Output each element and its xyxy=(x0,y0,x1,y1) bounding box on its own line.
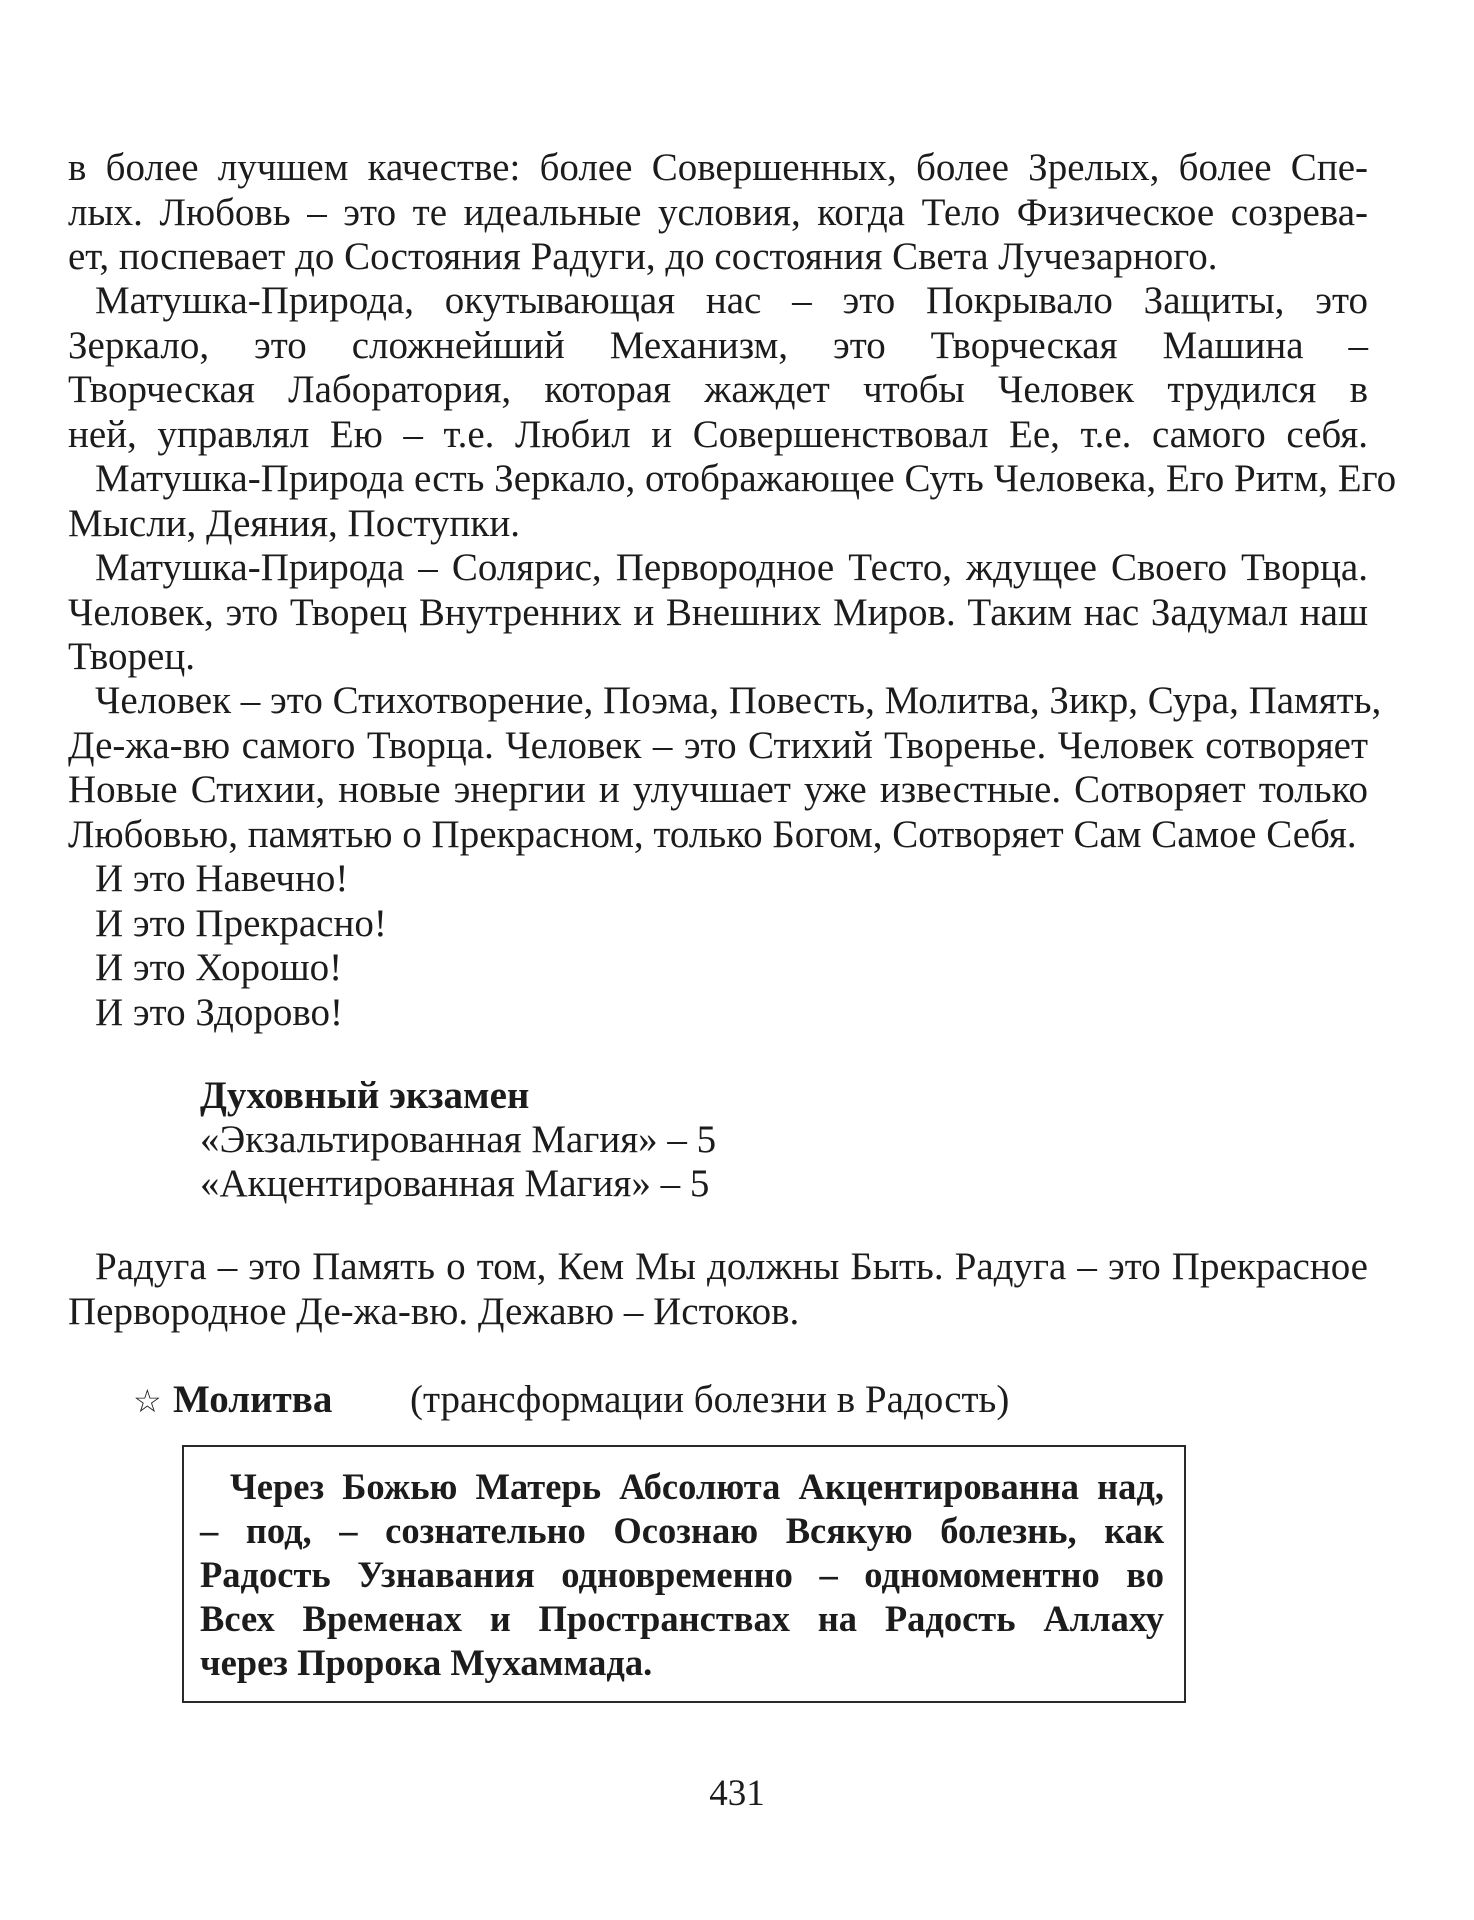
text-line: Творец. xyxy=(68,635,195,678)
exam-item: «Экзальтированная Магия» – 5 xyxy=(200,1118,717,1161)
text-line: Де-жа-вю самого Творца. Человек – это Стихий Творенье. Человек сотворяет xyxy=(68,723,1368,767)
exclamation-line: И это Прекрасно! xyxy=(95,902,387,945)
text-line: ней, управлял Ею – т.е. Любил и Совершенствовал Ее, т.е. самого себя. xyxy=(68,412,1368,456)
text-line: в более лучшем качестве: более Совершенных, более Зрелых, более Спе- xyxy=(68,146,1368,189)
text-line: Мысли, Деяния, Поступки. xyxy=(68,501,520,545)
prayer-title: Молитва xyxy=(173,1378,333,1421)
text-line: Радуга – это Память о том, Кем Мы должны Быть. Радуга – это Прекрасное xyxy=(95,1245,1368,1288)
exclamation-line: И это Навечно! xyxy=(95,857,349,900)
text-line: Матушка-Природа есть Зеркало, отображающее Суть Человека, Его Ритм, Его xyxy=(95,457,1397,500)
paragraph-mother-nature-mirror xyxy=(68,457,1397,546)
text-line: Новые Стихии, новые энергии и улучшает уже известные. Сотворяет только xyxy=(68,768,1368,811)
text-line: Первородное Де-жа-вю. Дежавю – Истоков. xyxy=(68,1289,800,1333)
text-line: Матушка-Природа – Солярис, Первородное Тесто, ждущее Своего Творца. xyxy=(95,546,1368,589)
prayer-subtitle: (трансформации болезни в Радость) xyxy=(410,1378,1010,1421)
exam-item: «Акцентированная Магия» – 5 xyxy=(200,1162,710,1205)
prayer-line: через Пророка Мухаммада. xyxy=(200,1642,653,1683)
page-number: 431 xyxy=(709,1773,765,1814)
prayer-line: Через Божью Матерь Абсолюта Акцентированна над, xyxy=(230,1466,1164,1507)
exam-title: Духовный экзамен xyxy=(200,1074,530,1117)
prayer-line: Радость Узнавания одновременно – одномоментно во xyxy=(200,1554,1164,1595)
prayer-line: – под, – сознательно Осознаю Всякую болезнь, как xyxy=(200,1510,1164,1551)
exclamation-line: И это Хорошо! xyxy=(95,946,343,989)
text-line: Любовью, памятью о Прекрасном, только Богом, Сотворяет Сам Самое Себя. xyxy=(68,812,1357,856)
prayer-box xyxy=(182,1445,1186,1703)
text-line: ет, поспевает до Состояния Радуги, до состояния Света Лучезарного. xyxy=(68,235,1218,278)
text-line: Матушка-Природа, окутывающая нас – это Покрывало Защиты, это xyxy=(95,279,1368,322)
prayer-heading xyxy=(133,1378,1009,1423)
paragraph-human-poem xyxy=(68,679,1382,857)
text-line: Зеркало, это сложнейший Механизм, это Творческая Машина – xyxy=(68,323,1368,367)
text-line: Человек – это Стихотворение, Поэма, Повесть, Молитва, Зикр, Сура, Память, xyxy=(95,679,1382,722)
paragraph-rainbow xyxy=(68,1245,1368,1334)
paragraph-mother-nature-creative-machine xyxy=(68,279,1368,457)
prayer-line: Всех Временах и Пространствах на Радость Аллаху xyxy=(200,1598,1164,1639)
exclamation-line: И это Здорово! xyxy=(95,991,343,1034)
paragraph-radiance xyxy=(68,146,1368,280)
text-line: Творческая Лаборатория, которая жаждет чтобы Человек трудился в xyxy=(68,368,1368,411)
paragraph-mother-nature-solaris xyxy=(68,546,1368,680)
star-icon: ☆ xyxy=(133,1382,162,1420)
text-line: лых. Любовь – это те идеальные условия, когда Тело Физическое созрева- xyxy=(68,190,1368,234)
text-line: Человек, это Творец Внутренних и Внешних Миров. Таким нас Задумал наш xyxy=(68,590,1368,634)
